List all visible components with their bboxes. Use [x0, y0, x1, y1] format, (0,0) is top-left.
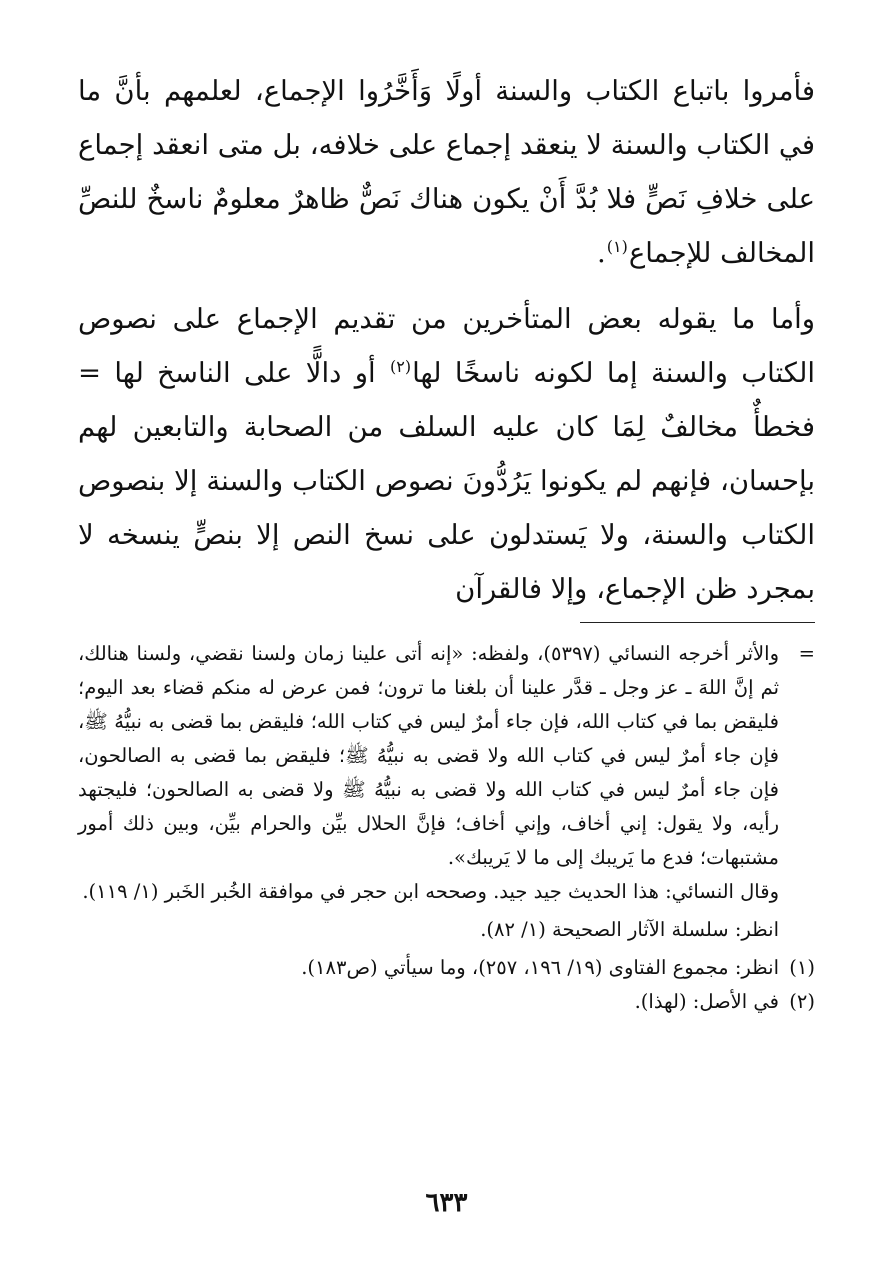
- footnote-1-text: انظر: مجموع الفتاوى (١٩/ ١٩٦، ٢٥٧)، وما سيأتي (ص١٨٣).: [301, 956, 779, 979]
- silsila-reference: انظر: سلسلة الآثار الصحيحة (١/ ٨٢).: [480, 918, 779, 941]
- footnote-2-number: (٢): [789, 990, 815, 1013]
- continuation-text: والأثر أخرجه النسائي (٥٣٩٧)، ولفظه: «إنه أتى علينا زمان ولسنا نقضي، ولسنا هنالك، ثم إنَّ اللهَ ـ عز وجل ـ قدَّر علينا أن بلغنا ما ترون؛ فمن عرض له منكم قضاء بعد اليوم؛ فليقض بما في كتاب الله، فإن جاء أمرٌ ليس في كتاب الله؛ فليقض بما قضى به نبيُّهُ ﷺ، فإن جاء أمرٌ ليس في كتاب الله ولا قضى به نبيُّهُ ﷺ؛ فليقض بما قضى به الصالحون، فإن جاء أمرٌ ليس في كتاب الله ولا قضى به نبيُّهُ ﷺ ولا قضى به الصالحون؛ فليجتهد رأيه، ولا يقول: إني أخاف، وإني أخاف؛ فإنَّ الحلال بيِّن والحرام بيِّن، وبين ذلك أمور مشتبهات؛ فدع ما يَريبك إلى ما لا يَريبك».: [78, 642, 779, 869]
- page-body: [78, 64, 815, 616]
- footnote-ref-1[interactable]: (١): [606, 236, 628, 256]
- footnote-separator: [580, 622, 815, 623]
- paragraph-1: [78, 64, 815, 280]
- nasai-comment: وقال النسائي: هذا الحديث جيد جيد. وصححه ابن حجر في موافقة الخُبر الخَبر (١/ ١١٩).: [82, 880, 779, 903]
- footnote-ref-2[interactable]: (٢): [389, 356, 412, 376]
- paragraph-2: [78, 292, 815, 616]
- paragraph-2-text-before: وأما ما يقوله بعض المتأخرين من تقديم الإجماع على نصوص الكتاب والسنة إما لكونه ناسخًا لها: [78, 303, 815, 389]
- footnote-1: [78, 951, 815, 985]
- footnotes: [78, 637, 815, 1019]
- footnote-1-number: (١): [789, 956, 815, 979]
- continuation-marker: =: [798, 642, 815, 665]
- footnote-2: [78, 985, 815, 1019]
- paragraph-1-end: .: [597, 237, 606, 269]
- paragraph-1-text: فأمروا باتباع الكتاب والسنة أولًا وَأَخَّرُوا الإجماع، لعلمهم بأنَّ ما في الكتاب والسنة لا ينعقد إجماع على خلافه، بل متى انعقد إجماع على خلافِ نَصٍّ فلا بُدَّ أَنْ يكون هناك نَصٌّ ظاهرٌ معلومٌ ناسخٌ للنصِّ المخالف للإجماع: [78, 75, 815, 269]
- footnote-continuation: [78, 637, 815, 875]
- page-number: ٦٣٣: [425, 1188, 468, 1218]
- main-text: [78, 64, 815, 616]
- paragraph-2-text-after: أو دالًّا على الناسخ لها = فخطأٌ مخالفٌ لِمَا كان عليه السلف من الصحابة والتابعين لهم بإحسان، فإنهم لم يكونوا يَرُدُّونَ نصوص الكتاب والسنة إلا بنصوص الكتاب والسنة، ولا يَستدلون على نسخ النص إلا بنصٍّ ينسخه لا بمجرد ظن الإجماع، وإلا فالقرآن: [78, 357, 815, 605]
- footnote-2-text: في الأصل: (لهذا).: [634, 990, 779, 1013]
